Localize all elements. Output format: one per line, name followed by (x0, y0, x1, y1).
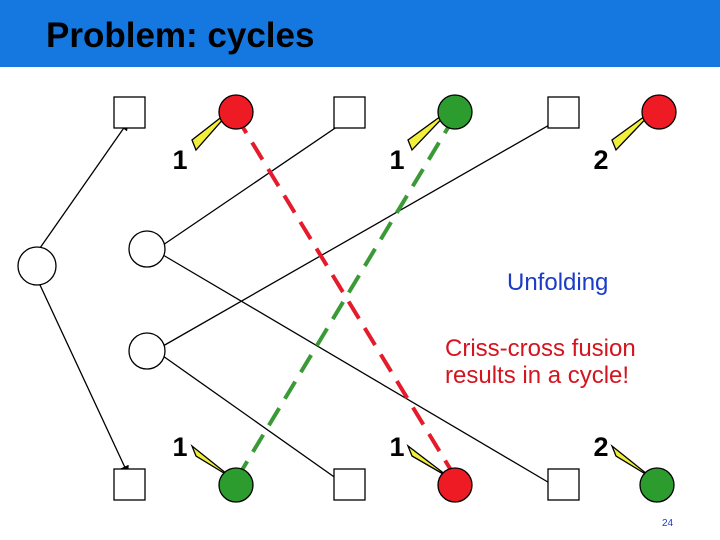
bottom-label-group-3 (593, 432, 652, 478)
bottom-label-3: 2 (593, 432, 609, 462)
node-square-top-3 (548, 97, 579, 128)
node-red-top-3 (642, 95, 676, 129)
node-red-bottom-2 (438, 468, 472, 502)
page-number: 24 (662, 518, 674, 529)
edge-c1-square2 (163, 120, 347, 245)
node-square-bottom-3 (548, 469, 579, 500)
unfolding-label: Unfolding (507, 269, 609, 296)
bottom-label-1: 1 (172, 432, 188, 462)
bottom-label-2: 1 (389, 432, 405, 462)
node-circle-upper (129, 231, 165, 267)
node-green-top-2 (438, 95, 472, 129)
node-circle-root (18, 247, 56, 285)
top-label-3: 2 (593, 145, 609, 175)
node-red-top-1 (219, 95, 253, 129)
bottom-label-group-2 (389, 432, 450, 478)
node-square-bottom-1 (114, 469, 145, 500)
node-green-bottom-3 (640, 468, 674, 502)
node-green-bottom-1 (219, 468, 253, 502)
slide-title: Problem: cycles (46, 16, 315, 55)
edge-c2-square3 (163, 120, 558, 346)
top-label-1: 1 (172, 145, 188, 175)
top-label-2: 1 (389, 145, 405, 175)
criss-cross-label-line1: Criss-cross fusion (445, 335, 636, 362)
node-square-bottom-2 (334, 469, 365, 500)
node-square-top-2 (334, 97, 365, 128)
red-dashed-link (236, 116, 460, 485)
edge-c2-square4 (163, 356, 347, 486)
node-square-top-1 (114, 97, 145, 128)
criss-cross-label-line2: results in a cycle! (445, 362, 630, 389)
edge-root-bottom (40, 285, 128, 474)
edge-root-top (40, 122, 128, 248)
bottom-label-group-1 (172, 432, 232, 478)
node-circle-lower (129, 333, 165, 369)
